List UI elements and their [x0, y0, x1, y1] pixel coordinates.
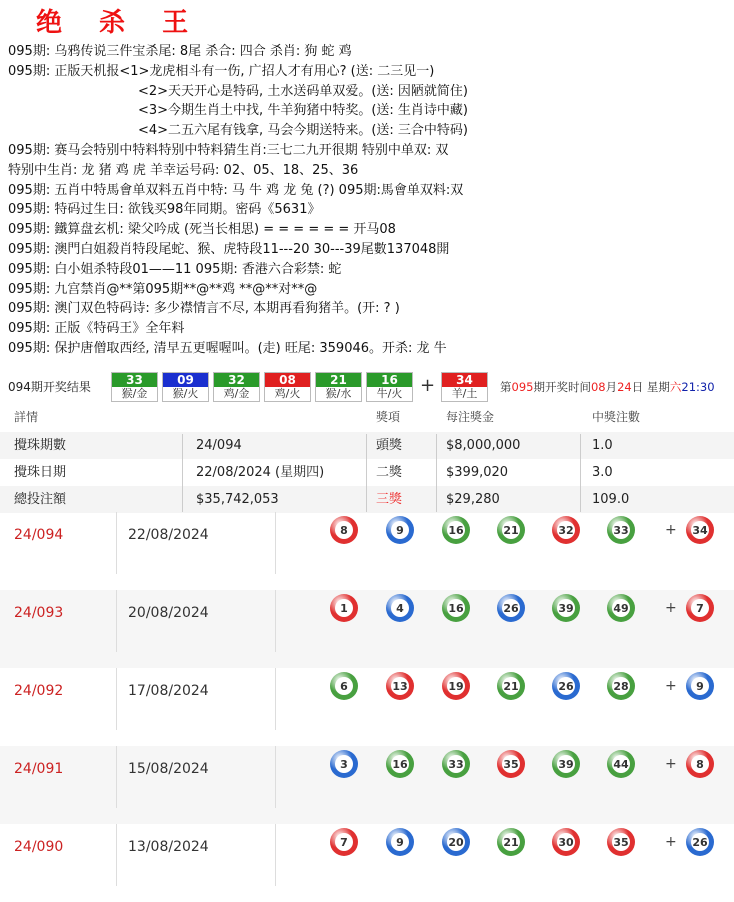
draw-ball — [162, 372, 209, 402]
ball-number: 9 — [691, 677, 709, 695]
lottery-ball — [552, 516, 580, 544]
lottery-ball — [552, 672, 580, 700]
plus-sign: + — [420, 375, 436, 396]
page-title: 绝 杀 王 — [36, 8, 203, 38]
ball-number: 13 — [391, 677, 409, 695]
divider — [116, 824, 117, 886]
plus-sign: + — [665, 522, 677, 538]
lottery-ball — [686, 828, 714, 856]
next-draw-time: 第095期开奖时间08月24日 星期六21:30 — [500, 380, 715, 394]
draw-date: 17/08/2024 — [128, 683, 209, 699]
divider — [275, 668, 276, 730]
lottery-ball — [330, 594, 358, 622]
ball-number: 08 — [265, 373, 310, 387]
divider — [275, 512, 276, 574]
ball-number: 44 — [612, 755, 630, 773]
divider — [580, 434, 581, 512]
header-details: 詳情 — [14, 410, 39, 424]
row-label: 攪珠日期 — [14, 465, 67, 480]
ball-number: 9 — [391, 833, 409, 851]
row-label: 總投注額 — [14, 492, 67, 507]
divider — [275, 746, 276, 808]
lottery-ball — [497, 750, 525, 778]
row-prize: 三獎 — [376, 492, 403, 507]
lottery-ball — [607, 516, 635, 544]
row-count: 109.0 — [592, 492, 630, 507]
ball-number: 35 — [612, 833, 630, 851]
tip-line: 095期: 赛马会特别中特料特别中特料猜生肖:三七二九开很期 特别中单双: 双 — [8, 142, 449, 158]
results-table — [0, 404, 734, 512]
ball-number: 28 — [612, 677, 630, 695]
results-header — [0, 404, 734, 431]
tip-line: 095期: 正版天机报<1>龙虎相斗有一伤, 广招人才有用心? (送: 二三见一) — [8, 63, 435, 79]
ball-zodiac: 鸡/火 — [274, 387, 301, 400]
draw-balls — [111, 372, 413, 402]
lottery-ball — [330, 672, 358, 700]
divider — [182, 434, 183, 512]
ball-number: 39 — [557, 755, 575, 773]
draw-history-list — [0, 512, 734, 864]
draw-ball — [366, 372, 413, 402]
tip-line: 095期: 特码过生日: 欲钱买98年同期。密码《5631》 — [8, 202, 321, 218]
lottery-ball — [607, 594, 635, 622]
row-amount: $29,280 — [446, 492, 500, 507]
draw-ball — [111, 372, 158, 402]
lottery-ball — [552, 828, 580, 856]
history-row — [0, 746, 734, 824]
ball-number: 4 — [391, 599, 409, 617]
lottery-ball — [330, 750, 358, 778]
draw-date: 20/08/2024 — [128, 605, 209, 621]
ball-zodiac: 牛/火 — [376, 387, 403, 400]
lottery-ball — [386, 672, 414, 700]
draw-date: 22/08/2024 — [128, 527, 209, 543]
ball-number: 16 — [447, 521, 465, 539]
ball-number: 09 — [163, 373, 208, 387]
ball-number: 20 — [447, 833, 465, 851]
lottery-ball — [607, 750, 635, 778]
issue-number: 24/090 — [14, 839, 64, 855]
ball-zodiac: 猴/火 — [172, 387, 199, 400]
lottery-ball — [497, 672, 525, 700]
row-prize: 二獎 — [376, 465, 403, 480]
ball-number: 26 — [502, 599, 520, 617]
draw-ball — [315, 372, 362, 402]
plus-sign: + — [665, 834, 677, 850]
lottery-ball — [442, 672, 470, 700]
lottery-ball — [386, 828, 414, 856]
lottery-ball — [686, 516, 714, 544]
divider — [116, 512, 117, 574]
tip-line: 095期: 白小姐杀特段01——11 095期: 香港六合彩禁: 蛇 — [8, 261, 342, 277]
lottery-ball — [386, 516, 414, 544]
draw-special-ball — [441, 372, 488, 402]
draw-ball — [441, 372, 488, 402]
ball-zodiac: 鸡/金 — [223, 387, 250, 400]
plus-sign: + — [665, 600, 677, 616]
ball-number: 49 — [612, 599, 630, 617]
ball-number: 33 — [612, 521, 630, 539]
results-row — [0, 459, 734, 486]
lottery-ball — [607, 828, 635, 856]
ball-number: 8 — [691, 755, 709, 773]
tip-line: 095期: 保护唐僧取西经, 清早五更喔喔叫。(走) 旺尾: 359046。开杀: 龙 牛 — [8, 340, 447, 356]
tip-line: 特别中生肖: 龙 猪 鸡 虎 羊幸运号码: 02、05、18、25、36 — [8, 162, 359, 178]
issue-number: 24/093 — [14, 605, 64, 621]
tip-line: <2>天天开心是特码, 土水送码单双爱。(送: 因陋就简住) — [138, 83, 468, 99]
issue-number: 24/094 — [14, 527, 64, 543]
tip-line: 095期: 澳门双色特码诗: 多少襟情言不尽, 本期再看狗猪羊。(开: ? ) — [8, 301, 400, 317]
lottery-ball — [686, 594, 714, 622]
prediction-tips — [8, 42, 728, 359]
ball-number: 32 — [557, 521, 575, 539]
issue-number: 24/092 — [14, 683, 64, 699]
ball-number: 34 — [691, 521, 709, 539]
ball-number: 1 — [335, 599, 353, 617]
lottery-ball — [607, 672, 635, 700]
tip-line: 095期: 正版《特码王》全年料 — [8, 321, 185, 337]
lottery-ball — [552, 750, 580, 778]
row-count: 3.0 — [592, 465, 613, 480]
divider — [436, 434, 437, 512]
lottery-ball — [442, 750, 470, 778]
draw-ball — [264, 372, 311, 402]
ball-zodiac: 猴/金 — [121, 387, 148, 400]
lottery-ball — [686, 750, 714, 778]
lottery-ball — [442, 516, 470, 544]
ball-number: 26 — [691, 833, 709, 851]
tip-line: 095期: 五肖中特馬會单双料五肖中特: 马 牛 鸡 龙 兔 (?) 095期:馬會单双料:双 — [8, 182, 464, 198]
ball-number: 9 — [391, 521, 409, 539]
ball-number: 6 — [335, 677, 353, 695]
header-count: 中獎注數 — [592, 410, 641, 424]
lottery-ball — [497, 828, 525, 856]
lottery-ball — [497, 516, 525, 544]
draw-result-bar — [0, 372, 734, 402]
row-count: 1.0 — [592, 438, 613, 453]
tip-line: 095期: 澳門白姐殺肖特段尾蛇、猴、虎特段11---20 30---39尾數137048開 — [8, 241, 450, 257]
ball-zodiac: 猴/水 — [325, 387, 352, 400]
issue-number: 24/091 — [14, 761, 64, 777]
ball-number: 32 — [214, 373, 259, 387]
results-row — [0, 432, 734, 459]
history-row — [0, 668, 734, 746]
draw-ball — [213, 372, 260, 402]
ball-number: 16 — [447, 599, 465, 617]
tip-line: <3>今期生肖土中找, 牛羊狗猪中特奖。(送: 生肖诗中藏) — [138, 103, 468, 119]
divider — [275, 824, 276, 886]
divider — [275, 590, 276, 652]
lottery-ball — [386, 594, 414, 622]
ball-number: 21 — [502, 833, 520, 851]
row-value: 22/08/2024 (星期四) — [196, 465, 325, 480]
ball-number: 35 — [502, 755, 520, 773]
ball-number: 21 — [502, 677, 520, 695]
ball-number: 39 — [557, 599, 575, 617]
ball-number: 26 — [557, 677, 575, 695]
divider — [116, 746, 117, 808]
history-row — [0, 590, 734, 668]
ball-number: 33 — [447, 755, 465, 773]
ball-number: 16 — [367, 373, 412, 387]
row-prize: 頭獎 — [376, 438, 403, 453]
ball-number: 7 — [691, 599, 709, 617]
divider — [116, 668, 117, 730]
ball-number: 21 — [502, 521, 520, 539]
tip-line: 095期: 鐵算盘玄机: 梁父吟成 (死当长相思) = = = = = = 开马08 — [8, 222, 396, 238]
lottery-ball — [330, 828, 358, 856]
row-label: 攪珠期數 — [14, 438, 67, 453]
draw-date: 15/08/2024 — [128, 761, 209, 777]
plus-sign: + — [665, 678, 677, 694]
row-amount: $8,000,000 — [446, 438, 521, 453]
tip-line: <4>二五六尾有钱拿, 马会今期送特来。(送: 三合中特码) — [138, 123, 468, 139]
ball-number: 34 — [442, 373, 487, 387]
header-amount: 每注獎金 — [446, 410, 495, 424]
lottery-ball — [442, 594, 470, 622]
row-amount: $399,020 — [446, 465, 509, 480]
tip-line: 095期: 九宫禁肖@**第095期**@**鸡 **@**对**@ — [8, 281, 318, 297]
ball-number: 33 — [112, 373, 157, 387]
row-value: 24/094 — [196, 438, 242, 453]
ball-number: 30 — [557, 833, 575, 851]
divider — [116, 590, 117, 652]
lottery-ball — [330, 516, 358, 544]
history-row — [0, 824, 734, 902]
ball-zodiac: 羊/土 — [451, 387, 478, 400]
ball-number: 3 — [335, 755, 353, 773]
lottery-ball — [386, 750, 414, 778]
results-row — [0, 486, 734, 513]
history-row — [0, 512, 734, 590]
draw-date: 13/08/2024 — [128, 839, 209, 855]
lottery-ball — [442, 828, 470, 856]
plus-sign: + — [665, 756, 677, 772]
lottery-ball — [686, 672, 714, 700]
divider — [366, 434, 367, 512]
row-value: $35,742,053 — [196, 492, 279, 507]
draw-label: 094期开奖结果 — [8, 380, 91, 394]
header-prize: 獎項 — [376, 410, 401, 424]
ball-number: 19 — [447, 677, 465, 695]
ball-number: 8 — [335, 521, 353, 539]
ball-number: 21 — [316, 373, 361, 387]
lottery-ball — [497, 594, 525, 622]
tip-line: 095期: 乌鸦传说三件宝杀尾: 8尾 杀合: 四合 杀肖: 狗 蛇 鸡 — [8, 44, 352, 59]
ball-number: 7 — [335, 833, 353, 851]
lottery-ball — [552, 594, 580, 622]
ball-number: 16 — [391, 755, 409, 773]
